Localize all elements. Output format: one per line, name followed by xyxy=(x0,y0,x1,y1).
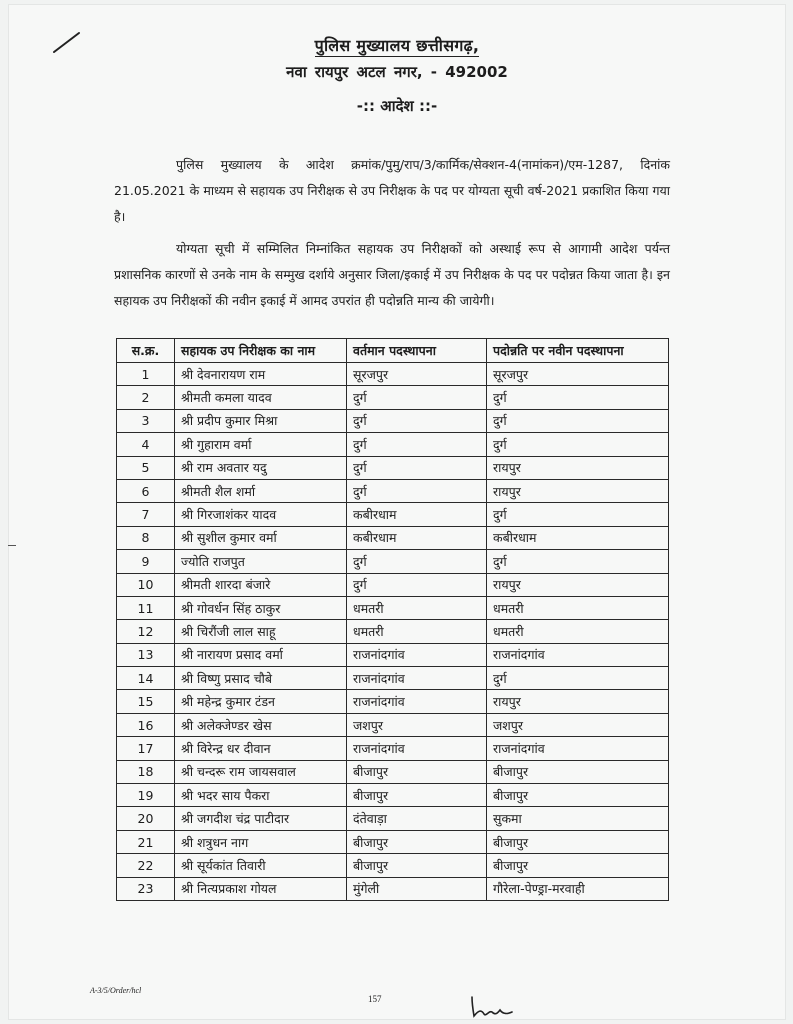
margin-mark xyxy=(8,545,16,546)
office-address: नवा रायपुर अटल नगर, - 492002 xyxy=(286,63,508,81)
cell-name: श्री महेन्द्र कुमार टंडन xyxy=(175,690,347,713)
cell-new-posting: दुर्ग xyxy=(487,503,669,526)
table-row xyxy=(117,526,669,549)
cell-serial: 15 xyxy=(117,690,175,713)
promotion-table xyxy=(116,338,669,901)
cell-new-posting: बीजापुर xyxy=(487,830,669,853)
order-paragraph-1: पुलिस मुख्यालय के आदेश क्रमांक/पुमु/राप/3/कार्मिक/सेक्शन-4(नामांकन)/एम-1287, दिनांक 21.05.2021 के माध्यम से सहायक उप निरीक्षक से उप निरीक्षक के पद पर योग्यता सूची वर्ष-2021 प्रकाशित किया गया है। xyxy=(114,157,670,224)
cell-serial: 22 xyxy=(117,854,175,877)
cell-name: श्रीमती शैल शर्मा xyxy=(175,479,347,502)
table-row xyxy=(117,620,669,643)
cell-new-posting: बीजापुर xyxy=(487,854,669,877)
cell-current-posting: राजनांदगांव xyxy=(347,667,487,690)
table-row xyxy=(117,596,669,619)
cell-current-posting: राजनांदगांव xyxy=(347,737,487,760)
cell-current-posting: राजनांदगांव xyxy=(347,690,487,713)
cell-serial: 3 xyxy=(117,409,175,432)
cell-name: श्रीमती कमला यादव xyxy=(175,386,347,409)
cell-current-posting: दुर्ग xyxy=(347,456,487,479)
cell-current-posting: दुर्ग xyxy=(347,386,487,409)
cell-serial: 4 xyxy=(117,433,175,456)
cell-name: श्री चन्दरू राम जायसवाल xyxy=(175,760,347,783)
cell-new-posting: कबीरधाम xyxy=(487,526,669,549)
cell-current-posting: दुर्ग xyxy=(347,573,487,596)
cell-name: श्री विरेन्द्र धर दीवान xyxy=(175,737,347,760)
cell-new-posting: दुर्ग xyxy=(487,550,669,573)
table-row xyxy=(117,737,669,760)
cell-name: श्री जगदीश चंद्र पाटीदार xyxy=(175,807,347,830)
cell-new-posting: रायपुर xyxy=(487,479,669,502)
cell-new-posting: दुर्ग xyxy=(487,433,669,456)
cell-new-posting: धमतरी xyxy=(487,620,669,643)
cell-serial: 18 xyxy=(117,760,175,783)
cell-serial: 9 xyxy=(117,550,175,573)
cell-name: श्री गुहाराम वर्मा xyxy=(175,433,347,456)
cell-serial: 14 xyxy=(117,667,175,690)
table-row xyxy=(117,784,669,807)
cell-current-posting: जशपुर xyxy=(347,713,487,736)
cell-serial: 8 xyxy=(117,526,175,549)
cell-serial: 6 xyxy=(117,479,175,502)
cell-current-posting: बीजापुर xyxy=(347,760,487,783)
cell-current-posting: धमतरी xyxy=(347,620,487,643)
cell-current-posting: बीजापुर xyxy=(347,854,487,877)
cell-new-posting: दुर्ग xyxy=(487,409,669,432)
cell-serial: 5 xyxy=(117,456,175,479)
cell-name: ज्योति राजपुत xyxy=(175,550,347,573)
cell-current-posting: धमतरी xyxy=(347,596,487,619)
table-row xyxy=(117,877,669,900)
cell-serial: 23 xyxy=(117,877,175,900)
cell-name: श्री भदर साय पैकरा xyxy=(175,784,347,807)
table-row xyxy=(117,386,669,409)
header-new-posting: पदोन्नति पर नवीन पदस्थापना xyxy=(487,339,669,363)
cell-current-posting: कबीरधाम xyxy=(347,526,487,549)
cell-serial: 2 xyxy=(117,386,175,409)
cell-name: श्री अलेक्जेण्डर खेस xyxy=(175,713,347,736)
table-row xyxy=(117,690,669,713)
cell-new-posting: रायपुर xyxy=(487,690,669,713)
cell-current-posting: दुर्ग xyxy=(347,433,487,456)
cell-name: श्री सूर्यकांत तिवारी xyxy=(175,854,347,877)
cell-name: श्रीमती शारदा बंजारे xyxy=(175,573,347,596)
cell-current-posting: दुर्ग xyxy=(347,409,487,432)
cell-serial: 11 xyxy=(117,596,175,619)
cell-current-posting: दुर्ग xyxy=(347,550,487,573)
cell-new-posting: बीजापुर xyxy=(487,760,669,783)
table-row xyxy=(117,667,669,690)
cell-new-posting: दुर्ग xyxy=(487,667,669,690)
cell-serial: 20 xyxy=(117,807,175,830)
cell-current-posting: कबीरधाम xyxy=(347,503,487,526)
table-row xyxy=(117,643,669,666)
cell-new-posting: सुकमा xyxy=(487,807,669,830)
cell-current-posting: सूरजपुर xyxy=(347,363,487,386)
office-name: पुलिस मुख्यालय छत्तीसगढ़, xyxy=(314,36,480,55)
cell-name: श्री नित्यप्रकाश गोयल xyxy=(175,877,347,900)
cell-current-posting: मुंगेली xyxy=(347,877,487,900)
table-row xyxy=(117,409,669,432)
table-row xyxy=(117,433,669,456)
table-row xyxy=(117,854,669,877)
cell-current-posting: दंतेवाड़ा xyxy=(347,807,487,830)
table-row xyxy=(117,573,669,596)
table-row xyxy=(117,363,669,386)
cell-current-posting: बीजापुर xyxy=(347,784,487,807)
table-row xyxy=(117,479,669,502)
file-code: A-3/5/Order/hcl xyxy=(90,986,142,995)
cell-new-posting: राजनांदगांव xyxy=(487,737,669,760)
table-row xyxy=(117,807,669,830)
cell-name: श्री देवनारायण राम xyxy=(175,363,347,386)
cell-name: श्री सुशील कुमार वर्मा xyxy=(175,526,347,549)
table-row xyxy=(117,503,669,526)
cell-serial: 17 xyxy=(117,737,175,760)
header-name: सहायक उप निरीक्षक का नाम xyxy=(175,339,347,363)
cell-name: श्री राम अवतार यदु xyxy=(175,456,347,479)
table-header-row xyxy=(117,339,669,363)
cell-serial: 13 xyxy=(117,643,175,666)
cell-name: श्री गोवर्धन सिंह ठाकुर xyxy=(175,596,347,619)
cell-new-posting: सूरजपुर xyxy=(487,363,669,386)
cell-new-posting: धमतरी xyxy=(487,596,669,619)
cell-serial: 21 xyxy=(117,830,175,853)
table-row xyxy=(117,830,669,853)
page-number: 157 xyxy=(368,994,382,1004)
initials-signature xyxy=(466,994,516,1020)
cell-current-posting: राजनांदगांव xyxy=(347,643,487,666)
cell-serial: 10 xyxy=(117,573,175,596)
cell-name: श्री चिरौंजी लाल साहू xyxy=(175,620,347,643)
cell-name: श्री शत्रुधन नाग xyxy=(175,830,347,853)
cell-name: श्री गिरजाशंकर यादव xyxy=(175,503,347,526)
cell-new-posting: दुर्ग xyxy=(487,386,669,409)
table-row xyxy=(117,713,669,736)
cell-new-posting: राजनांदगांव xyxy=(487,643,669,666)
cell-new-posting: रायपुर xyxy=(487,456,669,479)
cell-new-posting: जशपुर xyxy=(487,713,669,736)
cell-serial: 16 xyxy=(117,713,175,736)
table-row xyxy=(117,760,669,783)
cell-serial: 7 xyxy=(117,503,175,526)
table-row xyxy=(117,550,669,573)
header-current-posting: वर्तमान पदस्थापना xyxy=(347,339,487,363)
cell-new-posting: गौरेला-पेण्ड्रा-मरवाही xyxy=(487,877,669,900)
cell-name: श्री प्रदीप कुमार मिश्रा xyxy=(175,409,347,432)
document-page xyxy=(8,4,786,1020)
cell-new-posting: रायपुर xyxy=(487,573,669,596)
order-paragraph-2: योग्यता सूची में सम्मिलित निम्नांकित सहायक उप निरीक्षकों को अस्थाई रूप से आगामी आदेश पर्यन्त प्रशासनिक कारणों से उनके नाम के सम्मुख दर्शाये अनुसार जिला/इकाई में उप निरीक्षक के पद पर पदोन्नत किया जाता है। इन सहायक उप निरीक्षकों की नवीन इकाई में आमद उपरांत ही पदोन्नति मान्य की जायेगी। xyxy=(114,241,670,308)
cell-serial: 12 xyxy=(117,620,175,643)
order-title: -:: आदेश ::- xyxy=(356,97,438,115)
cell-serial: 1 xyxy=(117,363,175,386)
cell-name: श्री विष्णु प्रसाद चौबे xyxy=(175,667,347,690)
cell-current-posting: बीजापुर xyxy=(347,830,487,853)
cell-new-posting: बीजापुर xyxy=(487,784,669,807)
cell-name: श्री नारायण प्रसाद वर्मा xyxy=(175,643,347,666)
table-row xyxy=(117,456,669,479)
cell-current-posting: दुर्ग xyxy=(347,479,487,502)
cell-serial: 19 xyxy=(117,784,175,807)
header-serial: स.क्र. xyxy=(117,339,175,363)
